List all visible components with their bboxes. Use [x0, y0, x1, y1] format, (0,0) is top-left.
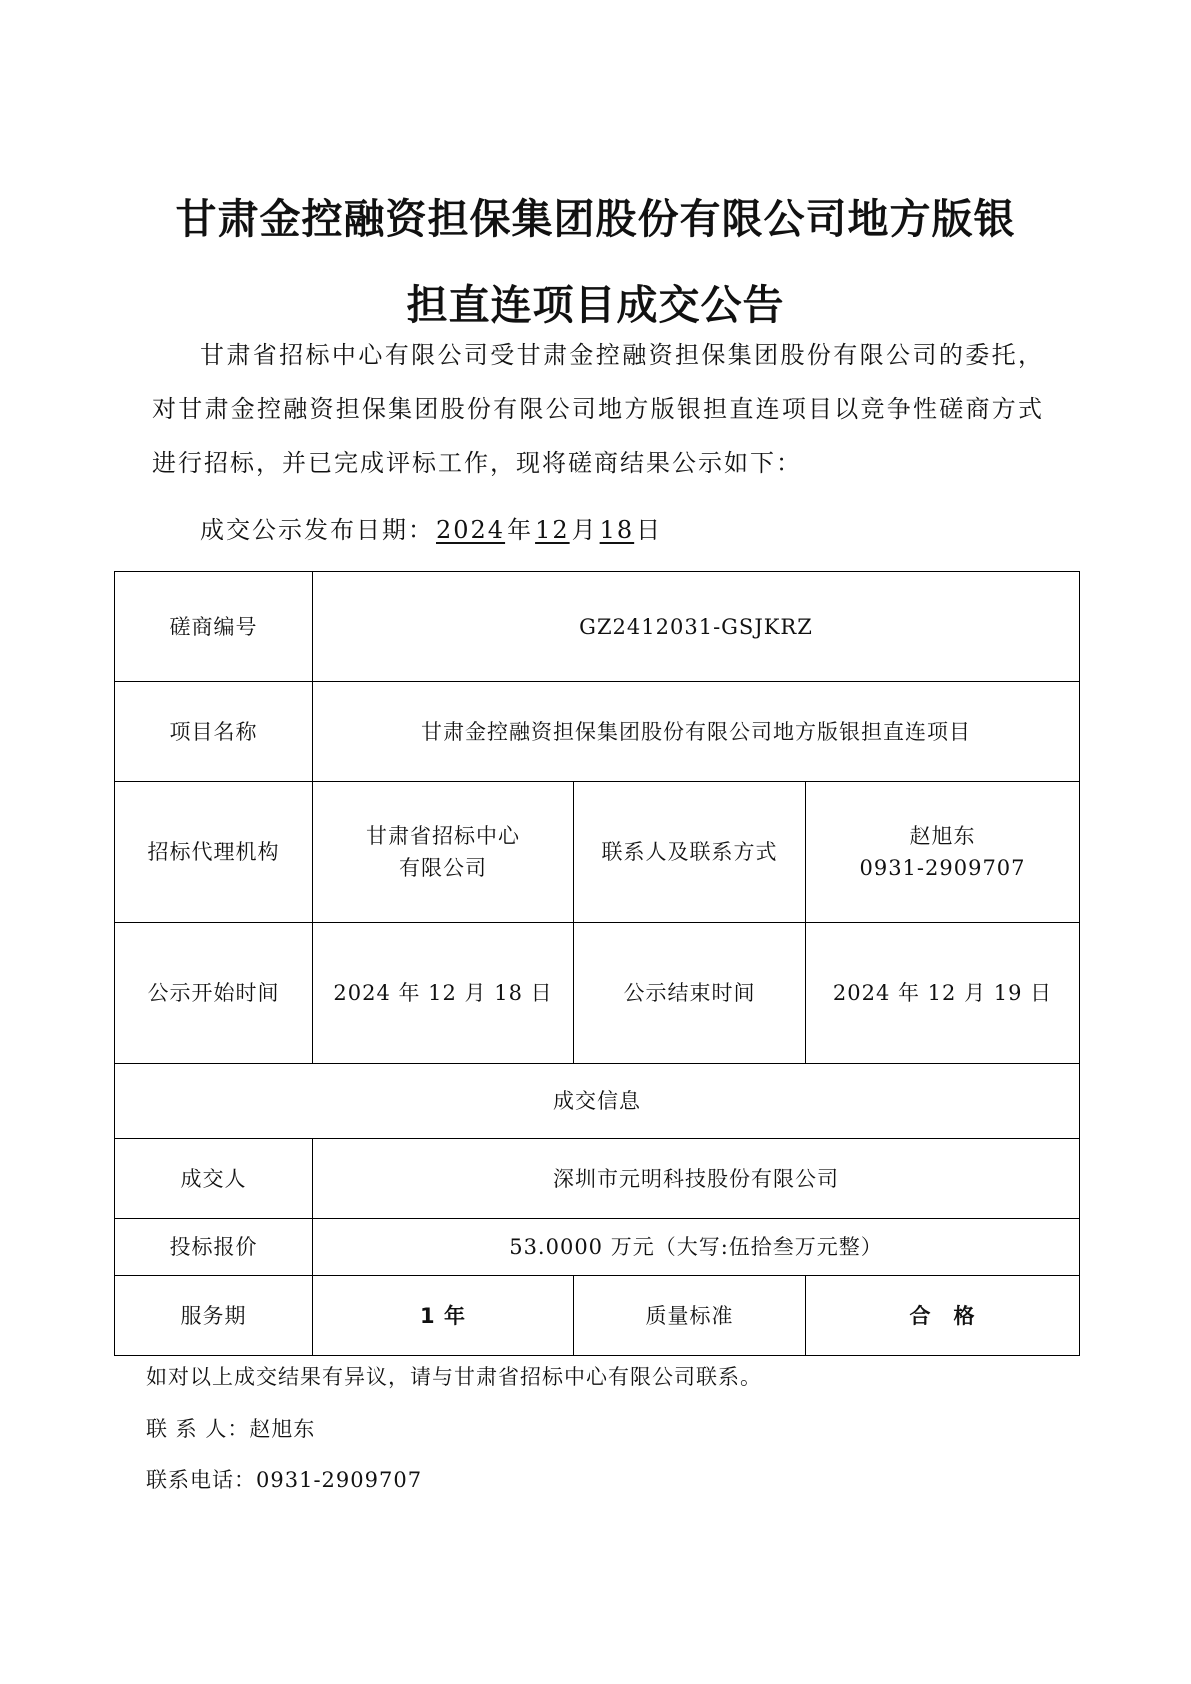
- table-row-project-name: [115, 682, 1080, 782]
- footer-contact-phone: 联系电话：0931-2909707: [146, 1468, 423, 1492]
- publish-year-unit: 年: [507, 516, 534, 544]
- table-row-bid-price: [115, 1219, 1080, 1276]
- contact-name: 赵旭东: [909, 824, 976, 848]
- end-time-value: 2024 年 12 月 19 日: [806, 923, 1080, 1064]
- intro-paragraph: 甘肃省招标中心有限公司受甘肃金控融资担保集团股份有限公司的委托，对甘肃金控融资担保集团股份有限公司地方版银担直连项目以竞争性磋商方式进行招标，并已完成评标工作，现将磋商结果公示如下：: [152, 341, 1044, 477]
- contact-phone: 0931-2909707: [859, 856, 1026, 880]
- title-line-2: 担直连项目成交公告: [406, 281, 785, 329]
- negotiation-no-label: 磋商编号: [115, 572, 313, 682]
- agency-value: [313, 782, 574, 923]
- end-time-label: 公示结束时间: [574, 923, 806, 1064]
- table-row-agency: [115, 782, 1080, 923]
- contact-value: [806, 782, 1080, 923]
- publish-day-unit: 日: [636, 516, 663, 544]
- publish-date-label: 成交公示发布日期：: [200, 516, 434, 544]
- project-name-value: 甘肃金控融资担保集团股份有限公司地方版银担直连项目: [313, 682, 1080, 782]
- result-table: [114, 571, 1080, 1356]
- deal-info-header: 成交信息: [115, 1064, 1080, 1139]
- project-name-label: 项目名称: [115, 682, 313, 782]
- agency-line-2: 有限公司: [399, 856, 487, 880]
- footer-contact-person: 联 系 人：赵旭东: [146, 1417, 316, 1441]
- start-time-label: 公示开始时间: [115, 923, 313, 1064]
- quality-value: 合 格: [806, 1276, 1080, 1356]
- table-row-publicity-period: [115, 923, 1080, 1064]
- service-period-value: 1 年: [313, 1276, 574, 1356]
- contact-label: 联系人及联系方式: [574, 782, 806, 923]
- table-row-negotiation-no: [115, 572, 1080, 682]
- table-row-service: [115, 1276, 1080, 1356]
- publish-month-unit: 月: [571, 516, 598, 544]
- table-row-winner: [115, 1139, 1080, 1219]
- agency-label: 招标代理机构: [115, 782, 313, 923]
- winner-value: 深圳市元明科技股份有限公司: [313, 1139, 1080, 1219]
- table-row-deal-info-header: [115, 1064, 1080, 1139]
- publish-day: 18: [599, 516, 635, 544]
- negotiation-no-value: GZ2412031-GSJKRZ: [313, 572, 1080, 682]
- service-period-label: 服务期: [115, 1276, 313, 1356]
- agency-line-1: 甘肃省招标中心: [366, 824, 520, 848]
- start-time-value: 2024 年 12 月 18 日: [313, 923, 574, 1064]
- quality-label: 质量标准: [574, 1276, 806, 1356]
- publish-date: [200, 510, 662, 545]
- objection-note: 如对以上成交结果有异议，请与甘肃省招标中心有限公司联系。: [146, 1365, 762, 1389]
- bid-price-label: 投标报价: [115, 1219, 313, 1276]
- publish-month: 12: [535, 516, 570, 544]
- bid-price-value: 53.0000 万元（大写:伍拾叁万元整）: [313, 1219, 1080, 1276]
- title-line-1: 甘肃金控融资担保集团股份有限公司地方版银: [175, 195, 1016, 243]
- winner-label: 成交人: [115, 1139, 313, 1219]
- publish-year: 2024: [436, 516, 506, 544]
